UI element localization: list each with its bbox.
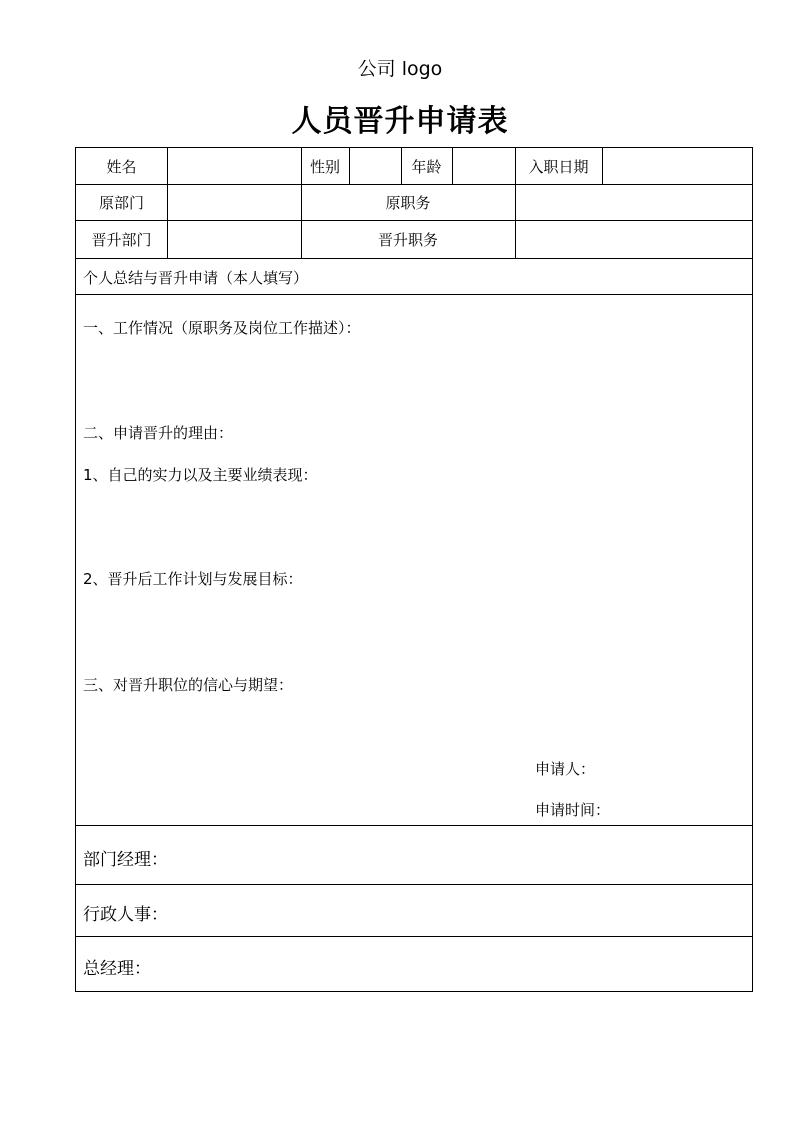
promo-dept-label: 晋升部门 [91, 230, 152, 249]
age-label: 年龄 [411, 157, 442, 176]
applicant-label: 申请人： [535, 760, 596, 778]
promotion-form [75, 147, 753, 992]
promo-position-field[interactable] [516, 220, 752, 258]
row-divider [76, 825, 752, 826]
summary-heading: 个人总结与晋升申请（本人填写） [83, 269, 309, 287]
company-logo: 公司 logo [357, 58, 443, 80]
row-divider [76, 258, 752, 259]
promo-dept-field[interactable] [168, 220, 301, 258]
admin-hr-signature[interactable]: 行政人事： [83, 905, 168, 925]
section-confidence: 三、对晋升职位的信心与期望： [83, 676, 294, 694]
orig-dept-field[interactable] [168, 184, 301, 220]
hire-date-field[interactable] [603, 148, 752, 184]
apply-time-label: 申请时间： [535, 801, 611, 819]
row-divider [76, 294, 752, 295]
page-title: 人员晋升申请表 [291, 104, 509, 139]
promo-position-label: 晋升职务 [377, 230, 438, 249]
hire-date-label: 入职日期 [528, 157, 589, 176]
name-field[interactable] [168, 148, 301, 184]
row-divider [76, 936, 752, 937]
section-promotion-reason: 二、申请晋升的理由： [83, 424, 234, 442]
gender-label: 性别 [309, 157, 340, 176]
age-field[interactable] [453, 148, 515, 184]
section-work-description: 一、工作情况（原职务及岗位工作描述）： [83, 319, 361, 337]
general-manager-signature[interactable]: 总经理： [83, 959, 151, 979]
gender-field[interactable] [350, 148, 401, 184]
item-work-plan: 2、晋升后工作计划与发展目标： [83, 570, 303, 588]
orig-position-field[interactable] [516, 184, 752, 220]
orig-dept-label: 原部门 [98, 193, 144, 212]
name-label: 姓名 [106, 157, 137, 176]
dept-manager-signature[interactable]: 部门经理： [83, 850, 168, 870]
item-performance: 1、自己的实力以及主要业绩表现： [83, 466, 318, 484]
row-divider [76, 884, 752, 885]
orig-position-label: 原职务 [385, 193, 431, 212]
